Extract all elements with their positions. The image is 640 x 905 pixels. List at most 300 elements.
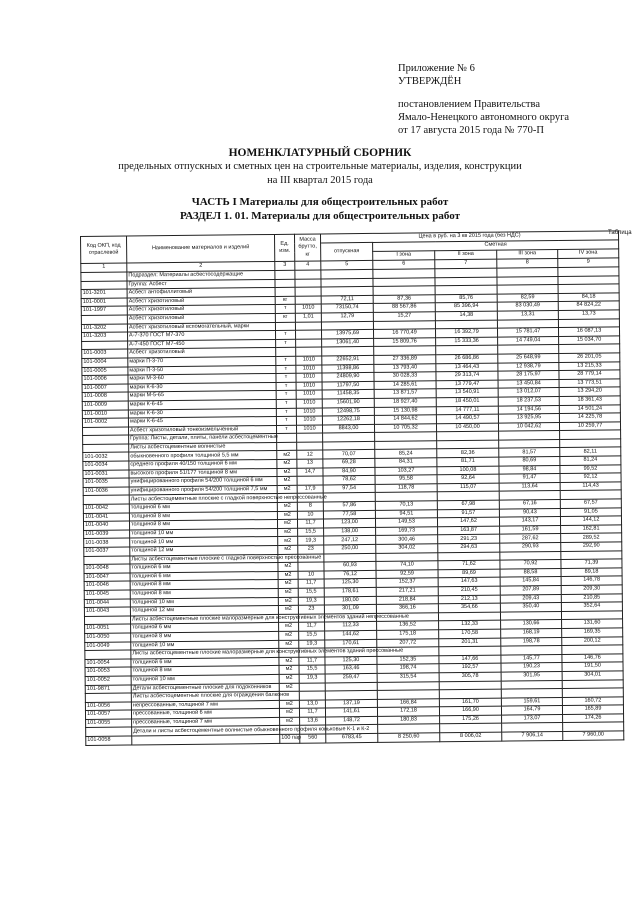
code-cell: 101-0035 bbox=[83, 478, 129, 487]
value-cell bbox=[295, 296, 321, 305]
value-cell: 114,43 bbox=[560, 482, 621, 491]
value-cell: 138,00 bbox=[324, 527, 376, 536]
value-cell: 166,84 bbox=[377, 698, 439, 707]
value-cell: 146,76 bbox=[562, 654, 623, 663]
name-cell: прессованные, толщиной 7 мм bbox=[132, 717, 280, 727]
value-cell: 82,36 bbox=[437, 449, 499, 458]
value-cell: 149,53 bbox=[375, 518, 437, 527]
value-cell: 13 925,95 bbox=[498, 414, 559, 423]
name-cell: Листы асбестоцементные плоские малоразмерные для конструктивных элементов зданий прессованные bbox=[131, 649, 279, 659]
value-cell: 14,38 bbox=[435, 311, 497, 320]
name-cell: толщиной 10 мм bbox=[130, 528, 278, 538]
value-cell: 290,93 bbox=[500, 542, 561, 551]
value-cell: т bbox=[276, 425, 296, 434]
name-cell: Асбест хризотиловый вспомогательный, марки bbox=[127, 322, 275, 332]
column-number-cell: 2 bbox=[127, 261, 275, 272]
value-cell: 198,74 bbox=[377, 664, 439, 673]
code-cell: 101-0050 bbox=[85, 633, 131, 642]
code-cell: 101-0047 bbox=[84, 573, 130, 582]
code-cell: 101-1997 bbox=[81, 306, 127, 315]
name-cell: Группа: Асбест bbox=[127, 279, 275, 289]
value-cell: т bbox=[276, 391, 296, 400]
value-cell bbox=[296, 347, 322, 356]
value-cell: 218,84 bbox=[376, 595, 438, 604]
name-cell: марки М-3-60 bbox=[128, 374, 276, 384]
value-cell: 30 028,33 bbox=[374, 372, 436, 381]
value-cell bbox=[299, 682, 325, 691]
value-cell: 19,3 bbox=[299, 674, 325, 683]
value-cell: 560 bbox=[300, 734, 326, 743]
value-cell: 354,66 bbox=[438, 603, 500, 612]
value-cell: 12498,75 bbox=[322, 407, 374, 416]
value-cell: 100,08 bbox=[437, 466, 499, 475]
value-cell: 16 770,49 bbox=[373, 329, 435, 338]
value-cell: м2 bbox=[279, 666, 299, 675]
value-cell: 207,89 bbox=[500, 585, 561, 594]
value-cell: 118,78 bbox=[375, 484, 437, 493]
value-cell: м2 bbox=[279, 640, 299, 649]
value-cell bbox=[295, 322, 321, 331]
value-cell: 82,11 bbox=[560, 447, 621, 456]
name-cell: обыкновенного профиля толщиной 5,5 мм bbox=[129, 451, 277, 461]
value-cell: м2 bbox=[277, 519, 297, 528]
value-cell: 165,89 bbox=[562, 705, 623, 714]
code-cell: 101-0046 bbox=[84, 581, 130, 590]
value-cell: 11,7 bbox=[299, 708, 325, 717]
value-cell: 1010 bbox=[296, 365, 322, 374]
value-cell: 29 313,74 bbox=[436, 371, 498, 380]
value-cell: 291,23 bbox=[438, 535, 500, 544]
value-cell: 160,72 bbox=[562, 697, 623, 706]
value-cell: 163,46 bbox=[325, 665, 377, 674]
value-cell: 7 960,00 bbox=[563, 731, 624, 740]
code-cell: 101-0044 bbox=[84, 599, 130, 608]
value-cell: 175,18 bbox=[377, 630, 439, 639]
value-cell: 13 779,47 bbox=[436, 380, 498, 389]
value-cell: 15 333,36 bbox=[436, 337, 498, 346]
value-cell: 67,16 bbox=[499, 500, 560, 509]
document-subtitle-1: предельных отпускных и сметных цен на строительные материалы, изделия, конструкции bbox=[118, 161, 522, 172]
value-cell bbox=[297, 476, 323, 485]
value-cell: 15,5 bbox=[298, 528, 324, 537]
name-cell: толщиной 8 мм bbox=[131, 631, 279, 641]
code-cell: 101-0037 bbox=[84, 547, 130, 556]
value-cell: кг bbox=[275, 313, 295, 322]
value-cell: 292,90 bbox=[561, 542, 622, 551]
value-cell: 1010 bbox=[296, 399, 322, 408]
value-cell: 100 пар bbox=[280, 734, 300, 743]
code-cell: 101-0006 bbox=[82, 375, 128, 384]
name-cell: толщиной 10 мм bbox=[131, 640, 279, 650]
value-cell: 70,92 bbox=[500, 560, 561, 569]
name-cell: А-7-370 ГОСТ М7-370 bbox=[128, 331, 276, 341]
value-cell: 17,9 bbox=[297, 485, 323, 494]
name-cell bbox=[132, 734, 280, 744]
value-cell: 67,98 bbox=[437, 500, 499, 509]
value-cell: 28 779,14 bbox=[559, 370, 620, 379]
name-cell: Листы асбестоцементные плоские малоразмерные для конструктивных элементов зданий непрессованные bbox=[130, 614, 278, 624]
value-cell: 18 237,53 bbox=[498, 396, 559, 405]
value-cell: 212,13 bbox=[438, 595, 500, 604]
value-cell: м2 bbox=[279, 631, 299, 640]
value-cell: 13 bbox=[297, 459, 323, 468]
value-cell: 10 bbox=[297, 511, 323, 520]
decree-line-3: от 17 августа 2015 года № 770-П bbox=[398, 125, 545, 136]
value-cell: 13,31 bbox=[497, 310, 558, 319]
value-cell: 81,57 bbox=[499, 448, 560, 457]
code-cell: 101-0032 bbox=[83, 452, 129, 461]
value-cell bbox=[295, 287, 321, 296]
value-cell: м2 bbox=[278, 537, 298, 546]
name-cell: Листы асбестоцементные волнистые bbox=[129, 442, 277, 452]
value-cell bbox=[296, 339, 322, 348]
value-cell: 19,3 bbox=[299, 639, 325, 648]
value-cell: 97,54 bbox=[323, 484, 375, 493]
value-cell: 15 781,47 bbox=[497, 328, 558, 337]
value-cell: 250,00 bbox=[324, 544, 376, 553]
col-smetnaya-header: Сметная bbox=[373, 240, 619, 252]
value-cell: 172,18 bbox=[377, 707, 439, 716]
value-cell: 210,45 bbox=[438, 586, 500, 595]
value-cell: 72,11 bbox=[321, 295, 373, 304]
value-cell: 366,16 bbox=[376, 604, 438, 613]
value-cell: м2 bbox=[279, 709, 299, 718]
code-cell: 101-0031 bbox=[83, 470, 129, 479]
value-cell: 22652,91 bbox=[322, 355, 374, 364]
value-cell: м2 bbox=[278, 528, 298, 537]
value-cell: 13 215,33 bbox=[559, 361, 620, 370]
value-cell: 304,01 bbox=[562, 671, 623, 680]
value-cell: 13 773,51 bbox=[559, 379, 620, 388]
value-cell: 82,59 bbox=[497, 293, 558, 302]
value-cell: 13 540,91 bbox=[436, 388, 498, 397]
value-cell: 85 396,94 bbox=[435, 303, 497, 312]
value-cell: 27 336,89 bbox=[374, 355, 436, 364]
value-cell: 83 030,49 bbox=[497, 302, 558, 311]
value-cell: 15,5 bbox=[299, 665, 325, 674]
value-cell: м2 bbox=[279, 657, 299, 666]
code-cell: 101-3203 bbox=[82, 332, 128, 341]
value-cell: 15,27 bbox=[373, 312, 435, 321]
value-cell: 294,63 bbox=[438, 543, 500, 552]
code-cell: 101-0051 bbox=[85, 624, 131, 633]
name-cell: марки К-6-45 bbox=[128, 417, 276, 427]
name-cell: толщиной 6 мм bbox=[130, 571, 278, 581]
value-cell: 14 194,56 bbox=[498, 405, 559, 414]
value-cell: 92,12 bbox=[560, 473, 621, 482]
value-cell: м2 bbox=[277, 468, 297, 477]
code-cell: 101-0008 bbox=[82, 392, 128, 401]
code-cell: 101-9871 bbox=[85, 684, 131, 693]
value-cell: 12 bbox=[297, 450, 323, 459]
value-cell: 200,12 bbox=[562, 636, 623, 645]
value-cell: 8 bbox=[297, 502, 323, 511]
value-cell: 8 006,02 bbox=[440, 732, 502, 741]
value-cell: 14 490,57 bbox=[436, 414, 498, 423]
name-cell: толщиной 6 мм bbox=[131, 657, 279, 667]
value-cell: 13,0 bbox=[299, 700, 325, 709]
value-cell: 125,30 bbox=[324, 579, 376, 588]
value-cell: м2 bbox=[277, 502, 297, 511]
value-cell: 1010 bbox=[296, 416, 322, 425]
value-cell: 14 777,11 bbox=[436, 406, 498, 415]
document-subtitle-2: на III квартал 2015 года bbox=[267, 175, 373, 186]
code-cell: 101-0036 bbox=[83, 487, 129, 496]
value-cell: 16 392,79 bbox=[435, 328, 497, 337]
name-cell: Листы асбестоцементные плоские с гладкой поверхностью прессованные bbox=[130, 554, 278, 564]
value-cell: 315,54 bbox=[377, 673, 439, 682]
value-cell: 304,02 bbox=[376, 544, 438, 553]
value-cell: 67,57 bbox=[560, 499, 621, 508]
value-cell: 87,36 bbox=[373, 295, 435, 304]
value-cell: 147,66 bbox=[439, 655, 501, 664]
value-cell: 23 bbox=[298, 605, 324, 614]
value-cell: 6783,45 bbox=[326, 733, 378, 742]
value-cell: 8 250,60 bbox=[378, 733, 440, 742]
code-cell: 101-0054 bbox=[85, 659, 131, 668]
value-cell bbox=[275, 287, 295, 296]
value-cell: м2 bbox=[280, 717, 300, 726]
name-cell: марки К-6-45 bbox=[128, 399, 276, 409]
value-cell: 11,7 bbox=[299, 622, 325, 631]
value-cell: 89,18 bbox=[561, 568, 622, 577]
value-cell: 1010 bbox=[296, 373, 322, 382]
value-cell: 12,79 bbox=[321, 312, 373, 321]
value-cell: 10 bbox=[298, 571, 324, 580]
value-cell: 85,76 bbox=[435, 294, 497, 303]
value-cell: 77,58 bbox=[323, 510, 375, 519]
value-cell: 131,60 bbox=[562, 619, 623, 628]
value-cell: т bbox=[276, 382, 296, 391]
value-cell: 209,43 bbox=[500, 594, 561, 603]
value-cell: 350,40 bbox=[500, 603, 561, 612]
code-cell: 101-0052 bbox=[85, 676, 131, 685]
value-cell: 84,90 bbox=[323, 467, 375, 476]
name-cell: Группа: Листы, детали, плиты, панели асбестоцементные bbox=[129, 434, 277, 444]
value-cell: 95,58 bbox=[375, 475, 437, 484]
value-cell: 11398,86 bbox=[322, 364, 374, 373]
value-cell bbox=[295, 270, 321, 279]
value-cell: 94,51 bbox=[375, 509, 437, 518]
value-cell: 198,78 bbox=[501, 637, 562, 646]
col-zone3-header: III зона bbox=[497, 249, 558, 259]
value-cell: 15 809,76 bbox=[374, 338, 436, 347]
value-cell: 18 927,40 bbox=[374, 398, 436, 407]
value-cell: 98,84 bbox=[499, 465, 560, 474]
code-cell: 101-0009 bbox=[82, 401, 128, 410]
part-heading: ЧАСТЬ I Материалы для общестроительных работ bbox=[191, 196, 449, 208]
decree-line-2: Ямало-Ненецкого автономного округа bbox=[398, 112, 570, 123]
code-cell: 101-0010 bbox=[82, 410, 128, 419]
value-cell: 180,00 bbox=[324, 596, 376, 605]
value-cell: 10 042,62 bbox=[498, 422, 559, 431]
column-number-cell: 8 bbox=[497, 258, 558, 268]
value-cell: 88,58 bbox=[500, 568, 561, 577]
value-cell: 18 450,01 bbox=[436, 397, 498, 406]
value-cell: 141,61 bbox=[325, 708, 377, 717]
value-cell: 19,3 bbox=[298, 536, 324, 545]
value-cell: 143,17 bbox=[499, 517, 560, 526]
value-cell: 113,64 bbox=[499, 482, 560, 491]
value-cell: 89,69 bbox=[438, 569, 500, 578]
value-cell: 99,52 bbox=[560, 465, 621, 474]
value-cell: 163,87 bbox=[438, 526, 500, 535]
value-cell: 60,93 bbox=[324, 562, 376, 571]
value-cell: 115,07 bbox=[437, 483, 499, 492]
value-cell: 13 294,20 bbox=[559, 387, 620, 396]
name-cell: Асбест хризотиловый bbox=[127, 305, 275, 315]
value-cell: 81,24 bbox=[560, 456, 621, 465]
name-cell: Детали асбестоцементные плоские для подоконников bbox=[131, 683, 279, 693]
value-cell: 84,18 bbox=[558, 293, 619, 302]
name-cell: толщиной 8 мм bbox=[130, 580, 278, 590]
value-cell: 103,27 bbox=[375, 466, 437, 475]
value-cell: 1010 bbox=[296, 356, 322, 365]
value-cell: 169,35 bbox=[562, 628, 623, 637]
value-cell: 15601,90 bbox=[322, 398, 374, 407]
value-cell: 178,61 bbox=[324, 587, 376, 596]
value-cell: 162,81 bbox=[561, 525, 622, 534]
value-cell: 161,59 bbox=[500, 525, 561, 534]
value-cell: 12 938,79 bbox=[498, 362, 559, 371]
value-cell: 88 567,86 bbox=[373, 303, 435, 312]
col-unit-header: Ед. изм. bbox=[274, 234, 294, 261]
value-cell bbox=[275, 270, 295, 279]
value-cell: 287,62 bbox=[500, 534, 561, 543]
value-cell: 91,47 bbox=[499, 474, 560, 483]
code-cell: 101-0056 bbox=[85, 702, 131, 711]
value-cell: т bbox=[276, 339, 296, 348]
appendix-label: Приложение № 6 bbox=[398, 63, 475, 74]
value-cell bbox=[296, 330, 322, 339]
code-cell: 101-0048 bbox=[84, 564, 130, 573]
value-cell: 70,07 bbox=[323, 450, 375, 459]
value-cell: м2 bbox=[278, 580, 298, 589]
value-cell: 147,63 bbox=[438, 577, 500, 586]
name-cell: Листы асбестоцементные плоские с гладкой поверхностью непрессованные bbox=[129, 494, 277, 504]
table-body bbox=[81, 267, 624, 745]
value-cell: т bbox=[276, 399, 296, 408]
value-cell: 14 749,04 bbox=[498, 336, 559, 345]
value-cell: 123,00 bbox=[323, 519, 375, 528]
name-cell: толщиной 10 мм bbox=[131, 674, 279, 684]
value-cell: кг bbox=[275, 296, 295, 305]
approved-label: УТВЕРЖДЁН bbox=[398, 76, 462, 87]
decree-line-1: постановлением Правительства bbox=[398, 99, 541, 110]
name-cell: Листы асбестоцементные плоские для ограждения балконов bbox=[131, 692, 279, 702]
value-cell: 174,26 bbox=[563, 714, 624, 723]
name-cell: Асбест хризотиловый bbox=[127, 296, 275, 306]
col-mass-header: Масса брутто, кг bbox=[294, 234, 320, 261]
value-cell: м2 bbox=[278, 545, 298, 554]
value-cell: 1010 bbox=[296, 382, 322, 391]
value-cell: 1010 bbox=[296, 390, 322, 399]
value-cell: 16 087,13 bbox=[558, 327, 619, 336]
section-heading: РАЗДЕЛ 1. 01. Материалы для общестроительных работ bbox=[179, 210, 461, 222]
value-cell: 175,26 bbox=[440, 715, 502, 724]
value-cell: 13061,40 bbox=[322, 338, 374, 347]
value-cell: 132,33 bbox=[439, 620, 501, 629]
value-cell: 145,77 bbox=[501, 654, 562, 663]
value-cell: 207,72 bbox=[377, 638, 439, 647]
value-cell: 305,78 bbox=[439, 672, 501, 681]
value-cell: 247,12 bbox=[324, 536, 376, 545]
code-cell: 101-0039 bbox=[84, 530, 130, 539]
value-cell: 1,01 bbox=[295, 313, 321, 322]
name-cell: марки К-6-30 bbox=[128, 408, 276, 418]
value-cell: м2 bbox=[278, 571, 298, 580]
value-cell: 14 285,61 bbox=[374, 380, 436, 389]
value-cell: 15 034,70 bbox=[559, 336, 620, 345]
value-cell: м2 bbox=[277, 476, 297, 485]
code-cell: 101-0045 bbox=[84, 590, 130, 599]
value-cell: 145,84 bbox=[500, 577, 561, 586]
column-number-cell: 1 bbox=[81, 263, 127, 272]
value-cell: 152,35 bbox=[377, 655, 439, 664]
value-cell: 92,64 bbox=[437, 474, 499, 483]
name-cell: толщиной 6 мм bbox=[131, 623, 279, 633]
value-cell bbox=[277, 434, 297, 443]
value-cell: 13 793,40 bbox=[374, 363, 436, 372]
name-cell: Асбест антофиллитовый bbox=[127, 288, 275, 298]
code-cell: 101-0034 bbox=[83, 461, 129, 470]
value-cell: 91,57 bbox=[437, 509, 499, 518]
value-cell: 10 705,32 bbox=[374, 423, 436, 432]
value-cell: 301,95 bbox=[501, 671, 562, 680]
value-cell: 166,90 bbox=[439, 706, 501, 715]
col-name-header: Наименование материалов и изделий bbox=[127, 234, 275, 263]
value-cell: 90,43 bbox=[499, 508, 560, 517]
table-label: Таблица bbox=[608, 230, 632, 236]
value-cell: 159,61 bbox=[501, 697, 562, 706]
value-cell: 125,30 bbox=[325, 656, 377, 665]
name-cell: прессованные, толщиной 6 мм bbox=[131, 709, 279, 719]
value-cell: 201,31 bbox=[439, 638, 501, 647]
code-cell: 101-3202 bbox=[81, 324, 127, 333]
value-cell: 84 824,22 bbox=[558, 301, 619, 310]
value-cell: 26 201,05 bbox=[559, 353, 620, 362]
value-cell: 301,09 bbox=[324, 605, 376, 614]
value-cell bbox=[297, 433, 323, 442]
col-zone1-header: I зона bbox=[373, 251, 435, 261]
column-number-cell: 4 bbox=[295, 261, 321, 270]
name-cell: толщиной 8 мм bbox=[129, 520, 277, 530]
code-cell: 101-0005 bbox=[82, 367, 128, 376]
value-cell: 85,24 bbox=[375, 449, 437, 458]
value-cell: 15,5 bbox=[298, 588, 324, 597]
code-cell: 101-0038 bbox=[84, 538, 130, 547]
col-otpusk-header: отпускная bbox=[321, 242, 373, 261]
code-cell: 101-0041 bbox=[83, 513, 129, 522]
value-cell: 70,13 bbox=[375, 501, 437, 510]
value-cell: м2 bbox=[279, 700, 299, 709]
value-cell: 136,52 bbox=[377, 621, 439, 630]
value-cell: 180,83 bbox=[378, 716, 440, 725]
code-cell: 101-3201 bbox=[81, 289, 127, 298]
value-cell: 7 906,14 bbox=[502, 732, 563, 741]
value-cell: 78,62 bbox=[323, 476, 375, 485]
name-cell: А-7-450 ГОСТ М7-450 bbox=[128, 339, 276, 349]
value-cell: 192,57 bbox=[439, 663, 501, 672]
value-cell: 191,50 bbox=[562, 662, 623, 671]
value-cell: т bbox=[276, 416, 296, 425]
value-cell: 26 686,86 bbox=[436, 354, 498, 363]
code-cell: 101-0058 bbox=[86, 736, 132, 745]
value-cell: 13,73 bbox=[558, 310, 619, 319]
value-cell: 1010 bbox=[296, 425, 322, 434]
value-cell: т bbox=[276, 365, 296, 374]
value-cell: 168,19 bbox=[501, 628, 562, 637]
